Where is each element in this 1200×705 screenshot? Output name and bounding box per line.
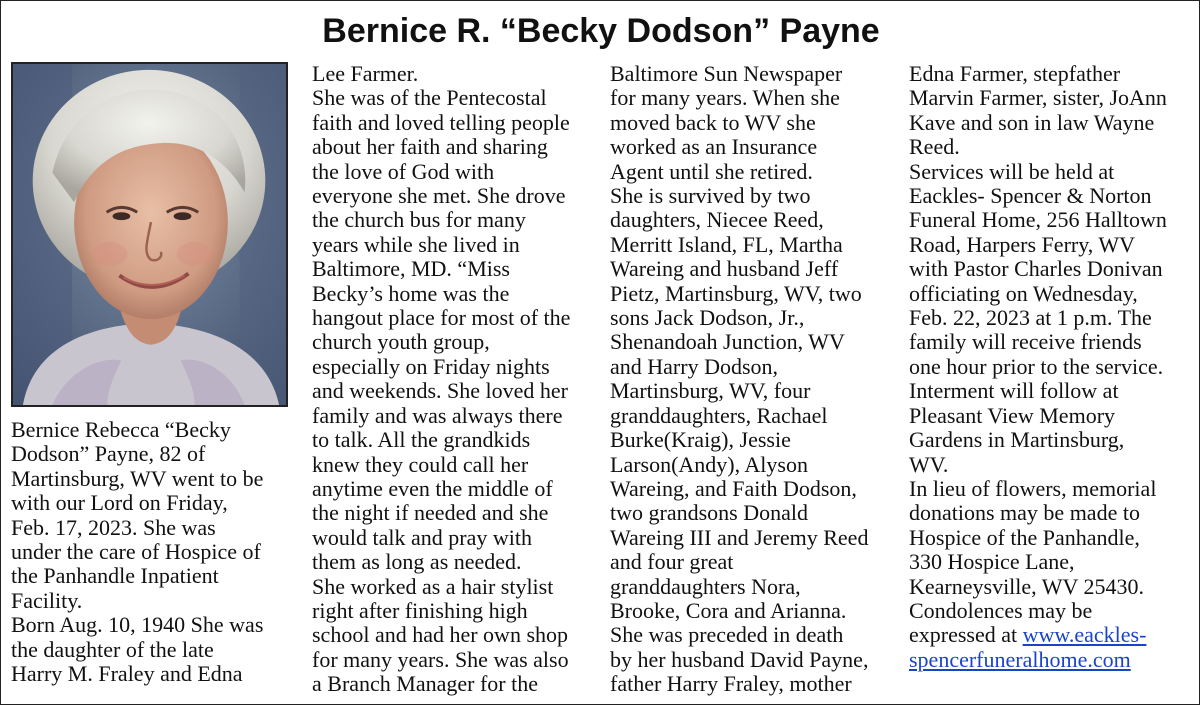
obituary-text-line: for many years. She was also xyxy=(312,646,569,672)
obituary-text-line: one hour prior to the service. xyxy=(909,353,1164,379)
obituary-text-line: them as long as needed. xyxy=(312,549,522,575)
obituary-text-line: WV. xyxy=(909,451,949,477)
obituary-text-line: and Harry Dodson, xyxy=(610,353,779,379)
obituary-text-line: She was preceded in death xyxy=(610,622,844,648)
obituary-text-line: Martinsburg, WV went to be xyxy=(11,465,264,491)
obituary-text-line: and weekends. She loved her xyxy=(312,378,568,404)
obituary-text-line: to talk. All the grandkids xyxy=(312,427,531,453)
obituary-text-line: Shenandoah Junction, WV xyxy=(610,329,845,355)
obituary-text-line: Larson(Andy), Alyson xyxy=(610,451,808,477)
obituary-headline: Bernice R. “Becky Dodson” Payne xyxy=(322,12,880,50)
obituary-text-line: everyone she met. She drove xyxy=(312,183,566,209)
obituary-text-line: Wareing and husband Jeff xyxy=(610,256,839,282)
obituary-text-line: Agent until she retired. xyxy=(610,158,813,184)
obituary-text-line: Services will be held at xyxy=(909,158,1115,184)
obituary-text-line: In lieu of flowers, memorial xyxy=(909,475,1157,501)
obituary-text-line: the Panhandle Inpatient xyxy=(11,563,219,589)
condolences-line-2 xyxy=(909,648,1194,672)
obituary-text-line: Lee Farmer. xyxy=(312,61,419,86)
obituary-text-line: with our Lord on Friday, xyxy=(11,490,228,516)
obituary-text-line: Merritt Island, FL, Martha xyxy=(610,231,843,257)
obituary-text-line: Becky’s home was the xyxy=(312,280,510,306)
obituary-text-line: Burke(Kraig), Jessie xyxy=(610,427,791,453)
obituary-column-4 xyxy=(909,62,1194,623)
obituary-text-line: anytime even the middle of xyxy=(312,475,553,501)
obituary-text-line: years while she lived in xyxy=(312,231,520,257)
obituary-text-line: Born Aug. 10, 1940 She was xyxy=(11,612,264,638)
obituary-text-line: Wareing III and Jeremy Reed xyxy=(610,524,869,550)
obituary-text-line: Kave and son in law Wayne xyxy=(909,109,1155,135)
obituary-text-line: moved back to WV she xyxy=(610,109,816,135)
obituary-text-line: two grandsons Donald xyxy=(610,500,808,526)
obituary-text-line: with Pastor Charles Donivan xyxy=(909,256,1163,282)
obituary-text-line: by her husband David Payne, xyxy=(610,646,869,672)
condolences-prefix: expressed at xyxy=(909,622,1023,648)
condolences-link-block xyxy=(909,623,1194,672)
obituary-text-line: father Harry Fraley, mother xyxy=(610,671,852,697)
obituary-text-line: Wareing, and Faith Dodson, xyxy=(610,475,857,501)
obituary-text-line: family will receive friends xyxy=(909,329,1142,355)
obituary-text-line: Pietz, Martinsburg, WV, two xyxy=(610,280,862,306)
obituary-text-line: Marvin Farmer, sister, JoAnn xyxy=(909,85,1167,111)
obituary-column-2 xyxy=(312,62,597,697)
obituary-text-line: faith and loved telling people xyxy=(312,109,570,135)
portrait-photo xyxy=(11,62,288,407)
obituary-text-line: Interment will follow at xyxy=(909,378,1119,404)
obituary-text-line: the love of God with xyxy=(312,158,495,184)
obituary-text-line: Feb. 17, 2023. She was xyxy=(11,514,216,540)
obituary-text-line: She was of the Pentecostal xyxy=(312,85,547,111)
obituary-text-line: church youth group, xyxy=(312,329,490,355)
obituary-text-line: donations may be made to xyxy=(909,500,1140,526)
obituary-text-line: knew they could call her xyxy=(312,451,529,477)
obituary-text-line: right after finishing high xyxy=(312,597,528,623)
obituary-text-line: for many years. When she xyxy=(610,85,840,111)
obituary-text-line: Feb. 22, 2023 at 1 p.m. The xyxy=(909,305,1152,331)
obituary-column-3 xyxy=(610,62,895,697)
obituary-text-line: Funeral Home, 256 Halltown xyxy=(909,207,1167,233)
obituary-text-line: Eackles- Spencer & Norton xyxy=(909,183,1152,209)
obituary-text-line: the daughter of the late xyxy=(11,636,214,662)
obituary-text-line: Martinsburg, WV, four xyxy=(610,378,811,404)
obituary-text-line: Baltimore Sun Newspaper xyxy=(610,61,843,86)
obituary-text-line: under the care of Hospice of xyxy=(11,539,261,565)
obituary-text-line: sons Jack Dodson, Jr., xyxy=(610,305,805,331)
obituary-text-line: officiating on Wednesday, xyxy=(909,280,1138,306)
funeral-home-link[interactable]: www.eackles- xyxy=(1022,622,1147,648)
obituary-text-line: Brooke, Cora and Arianna. xyxy=(610,597,847,623)
obituary-text-line: granddaughters Nora, xyxy=(610,573,801,599)
obituary-text-line: Road, Harpers Ferry, WV xyxy=(909,231,1136,257)
obituary-text-line: Pleasant View Memory xyxy=(909,402,1116,428)
obituary-text-line: 330 Hospice Lane, xyxy=(909,549,1075,575)
obituary-text-line: Edna Farmer, stepfather xyxy=(909,61,1121,86)
obituary-text-line: Harry M. Fraley and Edna xyxy=(11,661,243,687)
obituary-text-line: would talk and pray with xyxy=(312,524,532,550)
obituary-text-line: Kearneysville, WV 25430. xyxy=(909,573,1145,599)
obituary-text-line: school and had her own shop xyxy=(312,622,569,648)
obituary-text-line: hangout place for most of the xyxy=(312,305,571,331)
obituary-text-line: She is survived by two xyxy=(610,183,811,209)
obituary-text-line: Bernice Rebecca “Becky xyxy=(11,417,231,442)
obituary-text-line: and four great xyxy=(610,549,734,575)
funeral-home-link-continued[interactable]: spencerfuneralhome.com xyxy=(909,646,1131,672)
obituary-text-line: especially on Friday nights xyxy=(312,353,550,379)
obituary-text-line: a Branch Manager for the xyxy=(312,671,539,697)
obituary-text-line: daughters, Niecee Reed, xyxy=(610,207,824,233)
obituary-column-1 xyxy=(11,418,296,686)
obituary-text-line: Dodson” Payne, 82 of xyxy=(11,441,206,467)
obituary-text-line: family and was always there xyxy=(312,402,563,428)
obituary-text-line: Baltimore, MD. “Miss xyxy=(312,256,510,282)
obituary-text-line: the night if needed and she xyxy=(312,500,549,526)
obituary-text-line: Condolences may be xyxy=(909,597,1093,623)
obituary-text-line: She worked as a hair stylist xyxy=(312,573,554,599)
obituary-text-line: granddaughters, Rachael xyxy=(610,402,828,428)
obituary-text-line: worked as an Insurance xyxy=(610,134,818,160)
portrait-image xyxy=(13,64,286,405)
obituary-text-line: Facility. xyxy=(11,587,83,613)
obituary-text-line: Hospice of the Panhandle, xyxy=(909,524,1140,550)
obituary-text-line: about her faith and sharing xyxy=(312,134,548,160)
obituary-text-line: the church bus for many xyxy=(312,207,526,233)
condolences-line xyxy=(909,623,1194,647)
obituary-text-line: Gardens in Martinsburg, xyxy=(909,427,1125,453)
obituary-text-line: Reed. xyxy=(909,134,960,160)
